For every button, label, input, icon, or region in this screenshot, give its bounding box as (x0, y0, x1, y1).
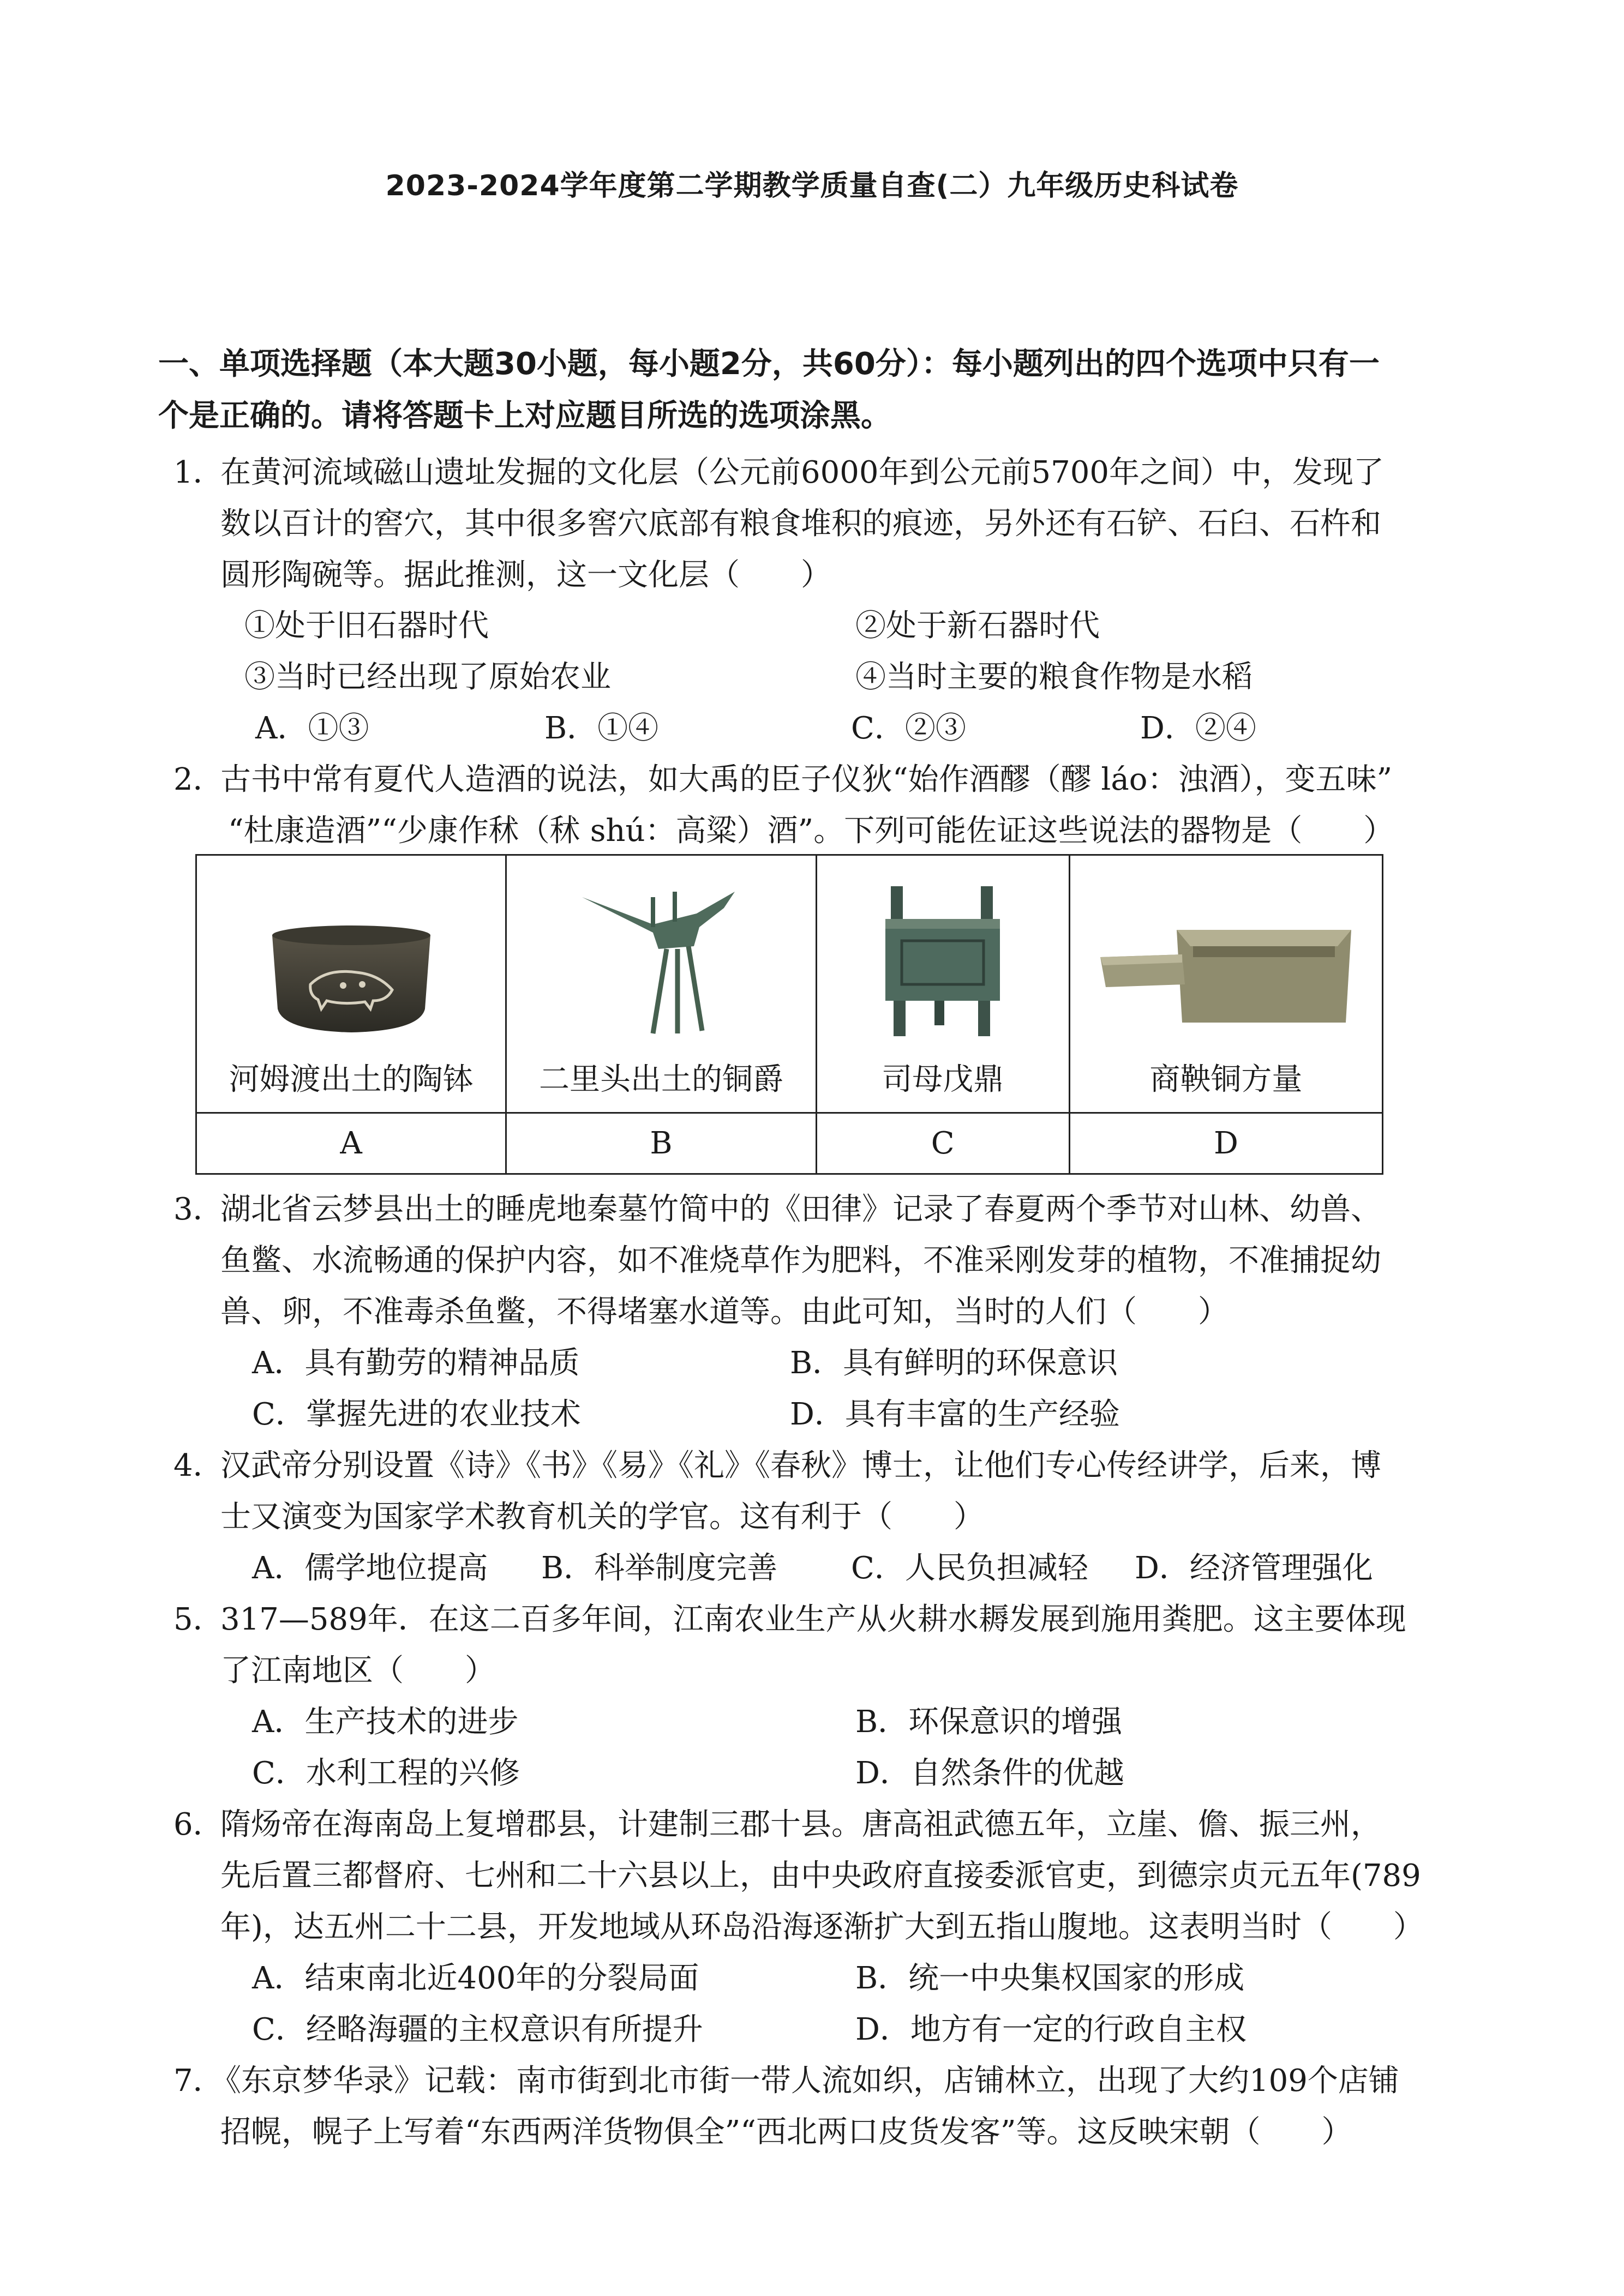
question-1-statement-3: ③当时已经出现了原始农业 (244, 659, 611, 695)
question-6-line-3: 年)，达五州二十二县，开发地域从环岛沿海逐渐扩大到五指山腹地。这表明当时（ ） (220, 1909, 1424, 1945)
question-3-option-b: B．具有鲜明的环保意识 (790, 1345, 1118, 1381)
question-1-option-d: D．②④ (1140, 711, 1256, 746)
question-1-line-1: 在黄河流域磁山遗址发掘的文化层（公元前6000年到公元前5700年之间）中，发现了 (220, 455, 1385, 490)
question-4-option-b: B．科举制度完善 (541, 1550, 778, 1586)
artifact-cell-b (506, 855, 816, 1113)
question-6-number: 6． (173, 1807, 224, 1842)
question-6-option-c: C．经略海疆的主权意识有所提升 (252, 2012, 703, 2047)
question-1-number: 1． (173, 455, 224, 490)
bronze-measure-image (1095, 913, 1357, 1039)
question-6-option-b: B．统一中央集权国家的形成 (855, 1961, 1245, 1996)
artifact-letter-a: A (196, 1113, 506, 1174)
question-7-line-1: 《东京梦华录》记载：南市街到北市街一带人流如织，店铺林立，出现了大约109个店铺 (211, 2063, 1399, 2099)
section-header (158, 338, 1489, 442)
bronze-jue-image (571, 875, 751, 1039)
artifact-caption-d: 商鞅铜方量 (1149, 1062, 1303, 1097)
artifact-cell-a (196, 855, 506, 1113)
artifact-table (195, 854, 1383, 1175)
artifact-caption-a: 河姆渡出土的陶钵 (229, 1062, 474, 1097)
question-6-option-d: D．地方有一定的行政自主权 (855, 2012, 1247, 2047)
question-5-option-d: D．自然条件的优越 (855, 1756, 1124, 1791)
question-7-line-2: 招幌，幌子上写着“东西两洋货物俱全”“西北两口皮货发客”等。这反映宋朝（ ） (220, 2114, 1352, 2150)
page-title: 2023-2024学年度第二学期教学质量自查(二）九年级历史科试卷 (385, 170, 1239, 202)
section-instruction-line-1: 一、单项选择题（本大题30小题，每小题2分，共60分）：每小题列出的四个选项中只有一 (158, 346, 1380, 382)
question-3-option-a: A．具有勤劳的精神品质 (252, 1345, 580, 1381)
question-4-number: 4． (173, 1448, 224, 1483)
question-6-line-1: 隋炀帝在海南岛上复增郡县，计建制三郡十县。唐高祖武德五年，立崖、儋、振三州， (220, 1807, 1381, 1842)
question-5-option-a: A．生产技术的进步 (252, 1704, 519, 1740)
pottery-bowl-image (261, 913, 441, 1039)
question-4-option-c: C．人民负担减轻 (851, 1550, 1088, 1586)
question-4-option-d: D．经济管理强化 (1135, 1550, 1373, 1586)
question-1-line-3: 圆形陶碗等。据此推测，这一文化层（ ） (220, 557, 831, 593)
question-1-statement-2: ②处于新石器时代 (855, 608, 1100, 644)
question-7-number: 7． (173, 2063, 224, 2099)
question-3-option-d: D．具有丰富的生产经验 (790, 1397, 1120, 1432)
artifact-letter-b: B (506, 1113, 816, 1174)
question-2-line-2: “杜康造酒”“少康作秫（秫 shú：高粱）酒”。下列可能佐证这些说法的器物是（ ） (228, 813, 1394, 849)
question-4-line-2: 士又演变为国家学术教育机关的学官。这有利于（ ） (220, 1499, 984, 1535)
question-5-line-2: 了江南地区（ ） (220, 1653, 495, 1688)
question-2-number: 2． (173, 762, 224, 797)
question-2-line-1: 古书中常有夏代人造酒的说法，如大禹的臣子仪狄“始作酒醪（醪 láo：浊酒），变五味” (220, 762, 1393, 797)
question-5-number: 5． (173, 1602, 224, 1637)
question-1-statement-1: ①处于旧石器时代 (244, 608, 489, 644)
question-1-option-c: C．②③ (851, 711, 966, 746)
question-5-line-1: 317—589年．在这二百多年间，江南农业生产从火耕水耨发展到施用粪肥。这主要体现 (220, 1602, 1406, 1637)
question-6-line-2: 先后置三都督府、七州和二十六县以上，由中央政府直接委派官吏，到德宗贞元五年(789 (220, 1858, 1421, 1894)
question-3-line-1: 湖北省云梦县出土的睡虎地秦墓竹简中的《田律》记录了春夏两个季节对山林、幼兽、 (220, 1192, 1381, 1227)
artifact-caption-b: 二里头出土的铜爵 (538, 1062, 783, 1097)
question-1-option-a: A．①③ (255, 711, 369, 746)
artifact-letter-d: D (1069, 1113, 1382, 1174)
question-3-number: 3． (173, 1192, 224, 1227)
question-1-option-b: B．①④ (544, 711, 659, 746)
question-5-option-c: C．水利工程的兴修 (252, 1756, 520, 1791)
artifact-letter-c: C (816, 1113, 1069, 1174)
question-3-option-c: C．掌握先进的农业技术 (252, 1397, 581, 1432)
artifact-caption-c: 司母戊鼎 (882, 1062, 1004, 1097)
question-4-line-1: 汉武帝分别设置《诗》《书》《易》《礼》《春秋》博士，让他们专心传经讲学，后来，博 (220, 1448, 1381, 1483)
question-5-option-b: B．环保意识的增强 (855, 1704, 1123, 1740)
question-3-line-3: 兽、卵，不准毒杀鱼鳖，不得堵塞水道等。由此可知，当时的人们（ ） (220, 1294, 1229, 1330)
question-1-statement-4: ④当时主要的粮食作物是水稻 (855, 659, 1253, 695)
question-6-option-a: A．结束南北近400年的分裂局面 (252, 1961, 699, 1996)
question-4-option-a: A．儒学地位提高 (252, 1550, 488, 1586)
artifact-cell-d (1069, 855, 1382, 1113)
question-1-line-2: 数以百计的窖穴，其中很多窖穴底部有粮食堆积的痕迹，另外还有石铲、石臼、石杵和 (220, 506, 1381, 542)
simu-wu-ding-image (869, 881, 1016, 1039)
question-3-line-2: 鱼鳖、水流畅通的保护内容，如不准烧草作为肥料，不准采刚发芽的植物，不准捕捉幼 (220, 1243, 1381, 1278)
artifact-cell-c (816, 855, 1069, 1113)
section-instruction-line-2: 个是正确的。请将答题卡上对应题目所选的选项涂黑。 (158, 398, 891, 434)
